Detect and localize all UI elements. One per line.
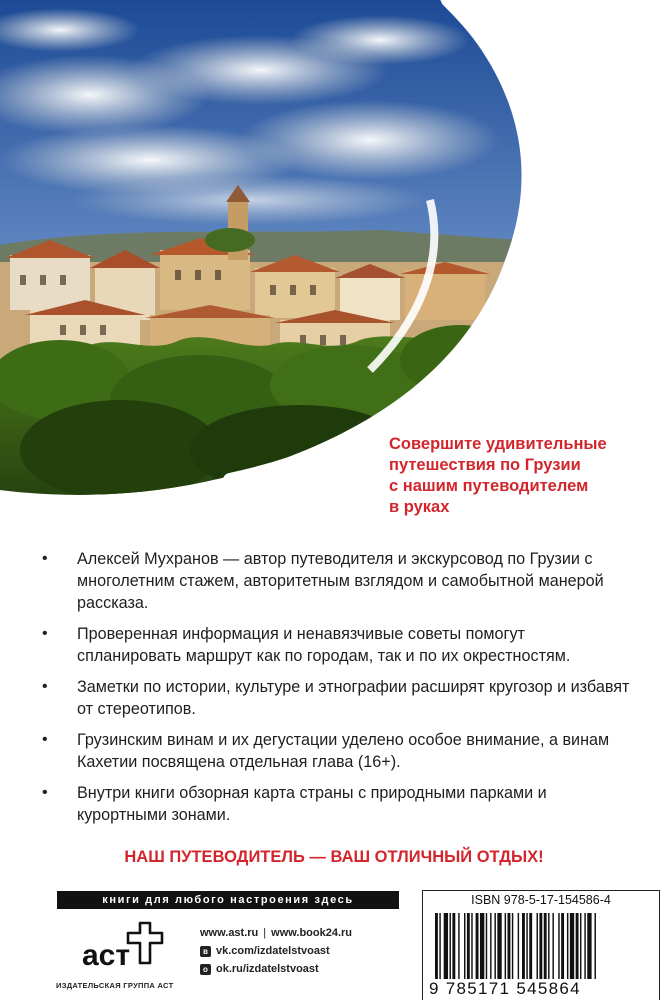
vk-link-row[interactable] <box>200 942 352 960</box>
list-item-text: Грузинским винам и их дегустации уделено особое внимание, а винам Кахетии посвящена отдельная глава (16+). <box>77 731 610 771</box>
bullet-icon: • <box>42 678 48 695</box>
isbn-label: ISBN 978-5-17-154586-4 <box>471 893 611 907</box>
vk-link[interactable]: vk.com/izdatelstvoast <box>216 945 330 957</box>
list-item <box>40 623 630 667</box>
bullet-icon: • <box>42 550 48 567</box>
bullet-icon: • <box>42 731 48 748</box>
list-item <box>40 676 630 720</box>
isbn-block <box>422 890 660 1000</box>
ast-logo <box>70 917 180 973</box>
list-item <box>40 782 630 826</box>
ok-icon: о <box>200 964 211 975</box>
publisher-caption: ИЗДАТЕЛЬСКАЯ ГРУППА АСТ <box>56 981 174 990</box>
barcode <box>433 913 649 979</box>
list-item-text: Внутри книги обзорная карта страны с природными парками и курортными зонами. <box>77 784 547 824</box>
ok-link[interactable]: ok.ru/izdatelstvoast <box>216 963 319 975</box>
site-links <box>200 924 352 942</box>
feature-list <box>40 548 630 835</box>
ok-link-row[interactable] <box>200 960 352 978</box>
list-item <box>40 548 630 614</box>
site-link-book24[interactable]: www.book24.ru <box>271 927 353 939</box>
publisher-links <box>200 924 352 978</box>
site-separator: | <box>263 927 267 939</box>
list-item <box>40 729 630 773</box>
list-item-text: Алексей Мухранов — автор путеводителя и экскурсовод по Грузии с многолетним стажем, авторитетным взглядом и самобытной манерой рассказа. <box>77 550 604 612</box>
list-item-text: Заметки по истории, культуре и этнографии расширят кругозор и избавят от стереотипов. <box>77 678 630 718</box>
publisher-strip: книги для любого настроения здесь <box>57 891 399 909</box>
bullet-icon: • <box>42 784 48 801</box>
list-item-text: Проверенная информация и ненавязчивые советы помогут спланировать маршрут как по городам, так и по их окрестностям. <box>77 625 571 665</box>
ast-logo-text: аст <box>82 939 131 972</box>
site-link-ast[interactable]: www.ast.ru <box>200 927 259 939</box>
tagline: Совершите удивительные путешествия по Грузии с нашим путеводителем в руках <box>389 435 607 516</box>
vk-icon: в <box>200 946 211 957</box>
bullet-icon: • <box>42 625 48 642</box>
isbn-digits: 9 785171 545864 <box>429 979 581 998</box>
slogan: НАШ ПУТЕВОДИТЕЛЬ — ВАШ ОТЛИЧНЫЙ ОТДЫХ! <box>124 848 544 866</box>
